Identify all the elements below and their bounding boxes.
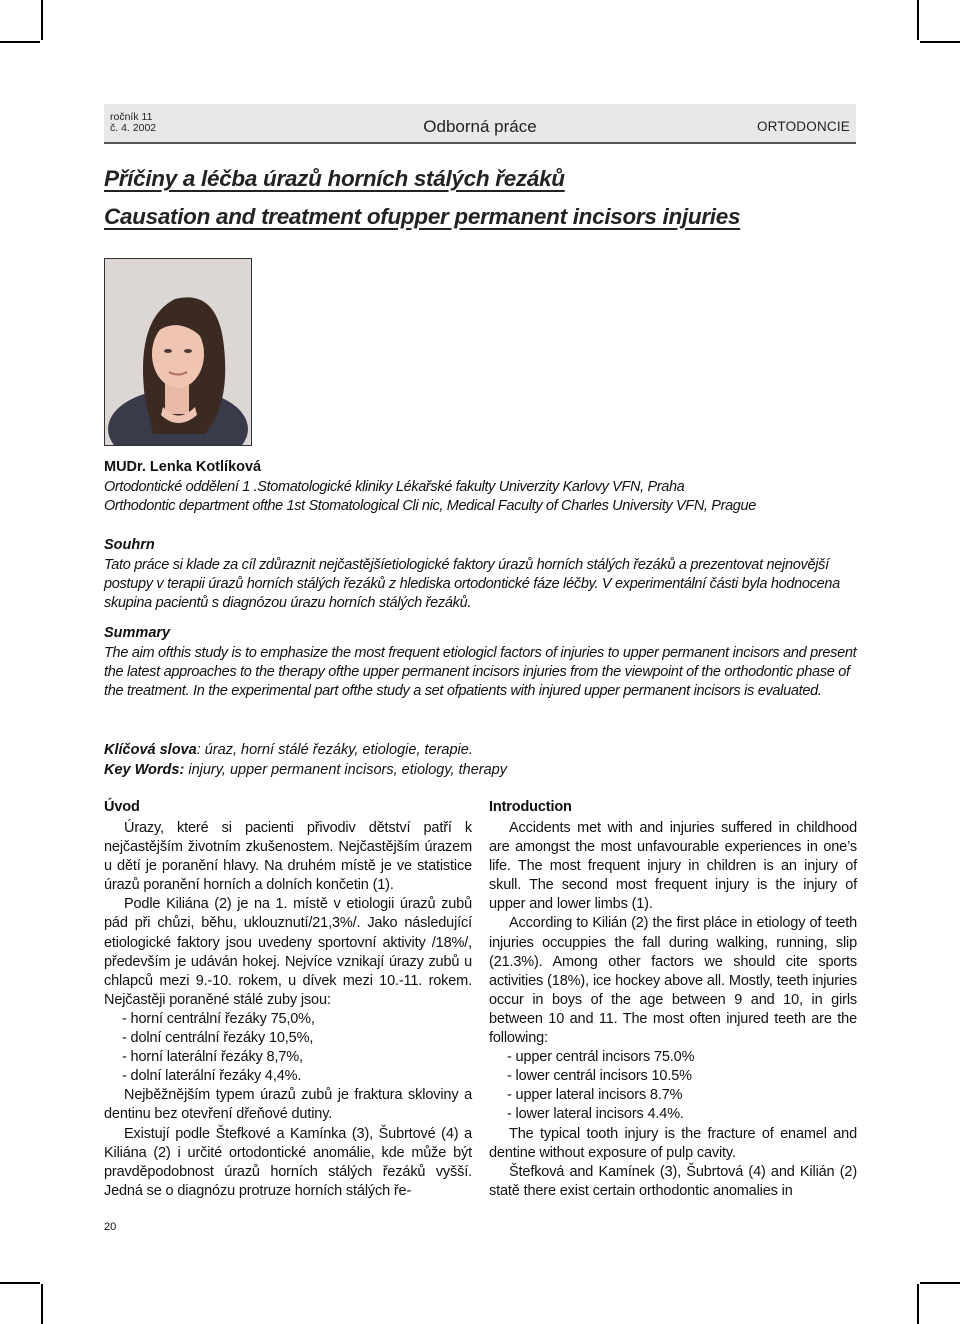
keywords-czech-text: : úraz, horní stálé řezáky, etiologie, terapie. xyxy=(196,742,473,758)
crop-mark xyxy=(920,1282,960,1284)
paragraph: According to Kilián (2) the first pláce in etiology of teeth injuries occuppies the fall during walking, running, slip (21.3%). Among other factors we should cite sports activities (18%), ice hockey above all. Mostly, teeth injuries occur in boys of the age between 9 and 10, in girls between 10 and 11. The most often injured teeth are the following: xyxy=(489,915,857,1047)
list-item: - horní laterální řezáky 8,7%, xyxy=(122,1049,303,1066)
right-column xyxy=(489,798,857,1201)
running-header xyxy=(104,104,856,144)
page-number: 20 xyxy=(104,1221,117,1233)
keywords-czech-label: Klíčová slova xyxy=(104,742,197,758)
paragraph: Úrazy, které si pacienti přivodiv dětství patří k nejčastějším životním zkušenostem. Nejčastějším úrazem u dětí je poranění hlavy. Na druhém místě je ve statistice úrazů poranění horních a dolních končetin (1). xyxy=(104,820,472,894)
crop-mark xyxy=(917,0,919,40)
affiliation-czech: Ortodontické oddělení 1 .Stomatologické kliniky Lékařské fakulty Univerzity Karlovy VFN, Praha xyxy=(104,479,685,495)
paragraph: The typical tooth injury is the fracture of enamel and dentine without exposure of pulp cavity. xyxy=(489,1125,857,1161)
issue-text: č. 4. 2002 xyxy=(110,122,157,134)
crop-mark xyxy=(917,1284,919,1324)
summary-heading: Summary xyxy=(104,625,171,641)
affiliation-english: Orthodontic department ofthe 1st Stomatological Cli nic, Medical Faculty of Charles University VFN, Prague xyxy=(104,498,756,514)
paragraph: Accidents met with and injuries suffered in childhood are amongst the most unfavourable experiences in one’s life. The most frequent injury in children is an injury of skull. The second most frequent injury is the injury of upper and lower limbs (1). xyxy=(489,820,857,913)
title-czech: Příčiny a léčba úrazů horních stálých řezáků xyxy=(104,166,565,191)
title-english: Causation and treatment ofupper permanent incisors injuries xyxy=(104,204,741,229)
paragraph: Nejběžnějším typem úrazů zubů je fraktura skloviny a dentinu bez otevření dřeňové dutiny. xyxy=(104,1087,472,1123)
intro-heading-english: Introduction xyxy=(489,799,572,815)
list-item: - lower lateral incisors 4.4%. xyxy=(507,1106,684,1123)
list-item: - horní centrální řezáky 75,0%, xyxy=(122,1010,315,1027)
crop-mark xyxy=(0,41,40,43)
keywords-english-text: injury, upper permanent incisors, etiology, therapy xyxy=(184,762,507,778)
list-item: - dolní centrální řezáky 10,5%, xyxy=(122,1030,314,1047)
list-item: - upper lateral incisors 8.7% xyxy=(507,1087,683,1104)
souhrn-text: Tato práce si klade za cíl zdůraznit nejčastějšíetiologické faktory úrazů horních stálých řezáků a prezentovat nejnovější postupy v terapii úrazů horních stálých řezáků z hlediska ortodontické fáze léčby. V experimentální části byla hodnocena skupina pacientů s diagnózou úrazu horních stálých řezáků. xyxy=(104,557,840,611)
list-item: - lower centrál incisors 10.5% xyxy=(507,1068,692,1085)
left-column xyxy=(104,798,472,1201)
injury-list xyxy=(104,1010,472,1086)
intro-heading-czech: Úvod xyxy=(104,799,140,815)
injury-list xyxy=(489,1048,857,1124)
souhrn-heading: Souhrn xyxy=(104,537,155,553)
keywords-english-label: Key Words: xyxy=(104,762,185,778)
crop-mark xyxy=(920,41,960,43)
list-item: - dolní laterální řezáky 4,4%. xyxy=(122,1068,302,1085)
crop-mark xyxy=(41,1284,43,1324)
paragraph: Existují podle Štefkové a Kamínka (3), Šubrtové (4) a Kiliána (2) i určité ortodontické anomálie, kde může být pravděpodobnost úrazů horních stálých řezáků vyšší. Jedná se o diagnózu protruze horních stálých ře- xyxy=(104,1125,472,1199)
author-photo xyxy=(104,258,252,446)
keywords-czech xyxy=(104,742,473,758)
section-label: Odborná práce xyxy=(423,117,537,136)
crop-mark xyxy=(41,0,43,40)
summary-text: The aim ofthis study is to emphasize the most frequent etiologicl factors of injuries to upper permanent incisors and present the latest approaches to the therapy ofthe upper permanent incisors injuries from the viewpoint of the orthodontic phase of the treatment. In the experimental part ofthe study a set ofpatients with injured upper permanent incisors is evaluated. xyxy=(104,645,857,699)
list-item: - upper centrál incisors 75.0% xyxy=(507,1049,695,1066)
paragraph: Štefková and Kamínek (3), Šubrtová (4) and Kilián (2) statě there exist certain orthodontic anomalies in xyxy=(489,1163,857,1199)
category-label: ORTODONCIE xyxy=(756,119,850,134)
paragraph: Podle Kiliána (2) je na 1. místě v etiologii úrazů zubů pád při chůzi, běhu, uklouznutí/21,3%/. Jako následující etiologické faktory jsou uvedeny sportovní aktivity /18%/, především je udáván hokej. Nejvíce vznikají úrazy zubů u chlapců mezi 9.-10. rokem, u dívek mezi 10.-11. rokem. Nejčastěji poraněné stálé zuby jsou: xyxy=(104,896,472,1008)
keywords-english xyxy=(104,762,507,778)
author-name: MUDr. Lenka Kotlíková xyxy=(104,459,262,475)
volume-text: ročník 11 xyxy=(110,111,153,123)
crop-mark xyxy=(0,1282,40,1284)
